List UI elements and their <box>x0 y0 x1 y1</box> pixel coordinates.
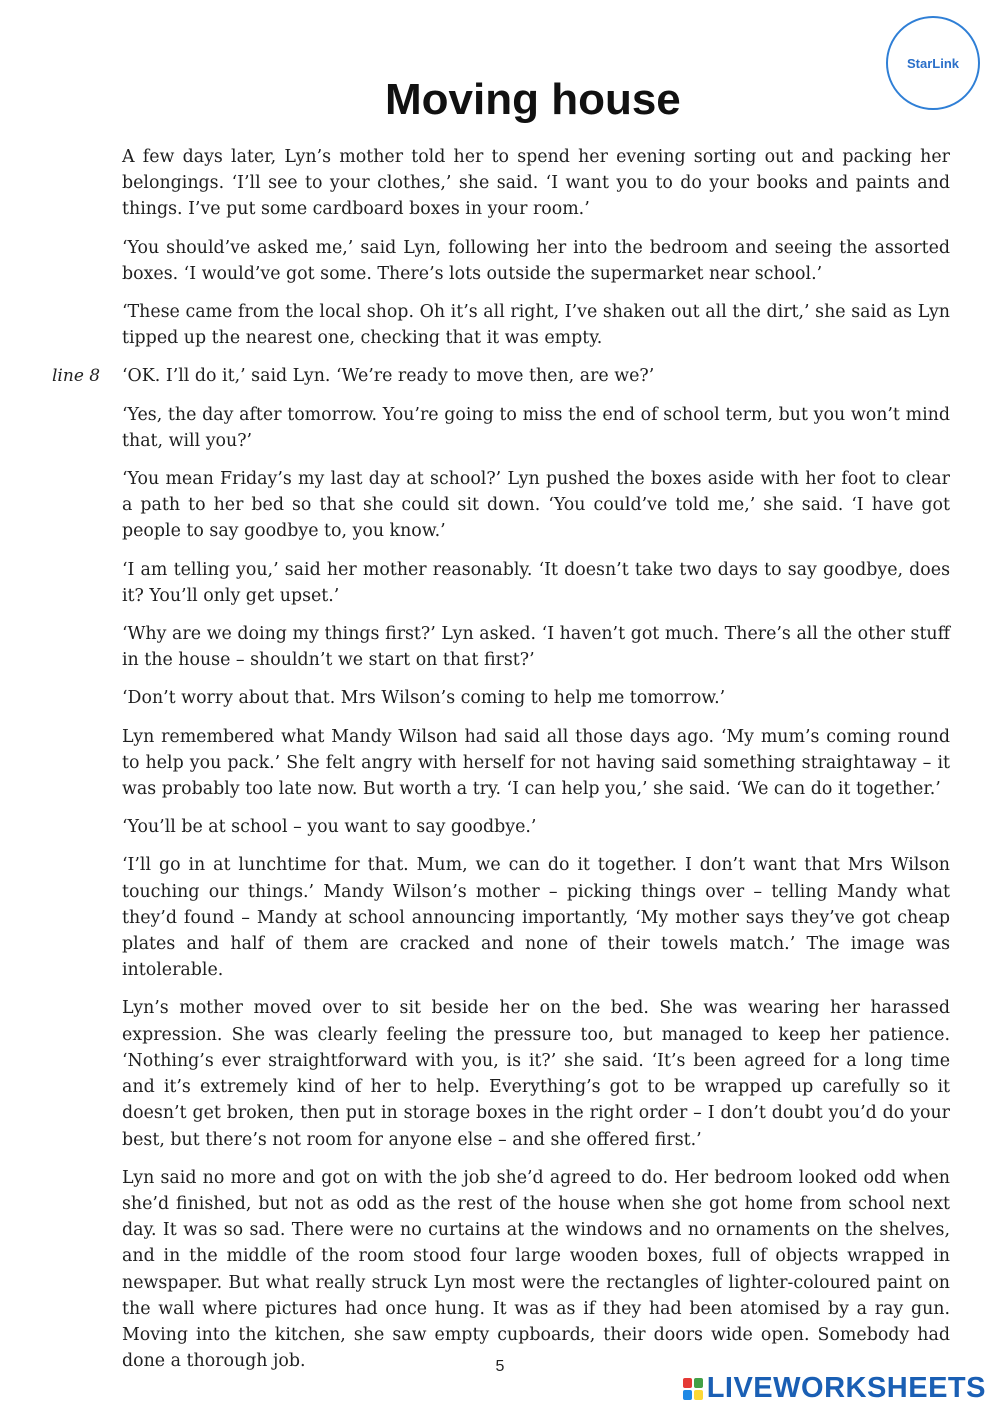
wm-square-4 <box>694 1390 703 1400</box>
paragraph-2: ‘You should’ve asked me,’ said Lyn, following her into the bedroom and seeing the assorted boxes. ‘I would’ve got some. There’s lots outside the supermarket near school.’ <box>122 237 950 284</box>
paragraph-5: ‘Yes, the day after tomorrow. You’re going to miss the end of school term, but you won’t mind that, will you?’ <box>122 404 950 451</box>
paragraph-1: A few days later, Lyn’s mother told her to spend her evening sorting out and packing her belongings. ‘I’ll see to your clothes,’ she said. ‘I want you to do your books and paints and things. I’ve put some cardboard boxes in your room.’ <box>122 147 950 220</box>
liveworksheets-icon <box>683 1378 703 1400</box>
page-title: Moving house <box>385 75 681 124</box>
page-number: 5 <box>495 1358 505 1375</box>
paragraph-14: Lyn said no more and got on with the job she’d agreed to do. Her bedroom looked odd when she’d finished, but not as odd as the rest of the house when she got home from school next day. It was so sad. There were no curtains at the windows and no ornaments on the shelves, and in the middle of the room stood four large wooden boxes, full of objects wrapped in newspaper. But what really struck Lyn most were the rectangles of lighter-coloured paint on the wall where pictures had once hung. It was as if they had been atomised by a ray gun. Moving into the kitchen, she saw empty cupboards, their doors wide open. Somebody had done a thorough job. <box>122 1167 950 1372</box>
story-text <box>52 144 950 1386</box>
paragraph-12: ‘I’ll go in at lunchtime for that. Mum, we can do it together. I don’t want that Mrs Wilson touching our things.’ Mandy Wilson’s mother – picking things over – telling Mandy what they’d found – Mandy at school announcing importantly, ‘My mother says they’ve got cheap plates and half of them are cracked and none of their towels match.’ The image was intolerable. <box>122 855 950 981</box>
paragraph-3: ‘These came from the local shop. Oh it’s all right, I’ve shaken out all the dirt,’ she said as Lyn tipped up the nearest one, checking that it was empty. <box>122 302 950 349</box>
paragraph-8: ‘Why are we doing my things first?’ Lyn asked. ‘I haven’t got much. There’s all the other stuff in the house – shouldn’t we start on that first?’ <box>122 624 950 671</box>
watermark-text: LIVEWORKSHEETS <box>706 1372 986 1404</box>
line-marker: line 8 <box>52 366 101 387</box>
paragraph-10: Lyn remembered what Mandy Wilson had said all those days ago. ‘My mum’s coming round to help you pack.’ She felt angry with herself for not having said something straightaway – it was probably too late now. But worth a try. ‘I can help you,’ she said. ‘We can do it together.’ <box>122 726 950 800</box>
paragraph-13: Lyn’s mother moved over to sit beside her on the bed. She was wearing her harassed expression. She was clearly feeling the pressure too, but managed to keep her patience. ‘Nothing’s ever straightforward with you, is it?’ she said. ‘It’s been agreed for a long time and it’s extremely kind of her to help. Everything’s got to be wrapped up carefully so it doesn’t get broken, then put in storage boxes in the right order – I don’t doubt you’d do your best, but there’s not room for anyone else – and she offered first.’ <box>122 998 950 1150</box>
wm-square-1 <box>683 1378 692 1388</box>
paragraph-9: ‘Don’t worry about that. Mrs Wilson’s coming to help me tomorrow.’ <box>122 688 726 709</box>
paragraph-7: ‘I am telling you,’ said her mother reasonably. ‘It doesn’t take two days to say goodbye, does it? You’ll only get upset.’ <box>122 559 950 606</box>
wm-square-3 <box>683 1390 692 1400</box>
wm-square-2 <box>694 1378 703 1388</box>
paragraph-11: ‘You’ll be at school – you want to say goodbye.’ <box>122 817 537 838</box>
liveworksheets-watermark <box>683 1372 986 1405</box>
paragraph-4-wrapper <box>52 363 950 389</box>
paragraph-4: ‘OK. I’ll do it,’ said Lyn. ‘We’re ready to move then, are we?’ <box>122 366 655 387</box>
logo-text: StarLink <box>906 55 959 71</box>
paragraph-6: ‘You mean Friday’s my last day at school?’ Lyn pushed the boxes aside with her foot to clear a path to her bed so that she could sit down. ‘You could’ve told me,’ she said. ‘I have got people to say goodbye to, you know.’ <box>122 469 950 542</box>
starlink-logo <box>886 16 980 110</box>
